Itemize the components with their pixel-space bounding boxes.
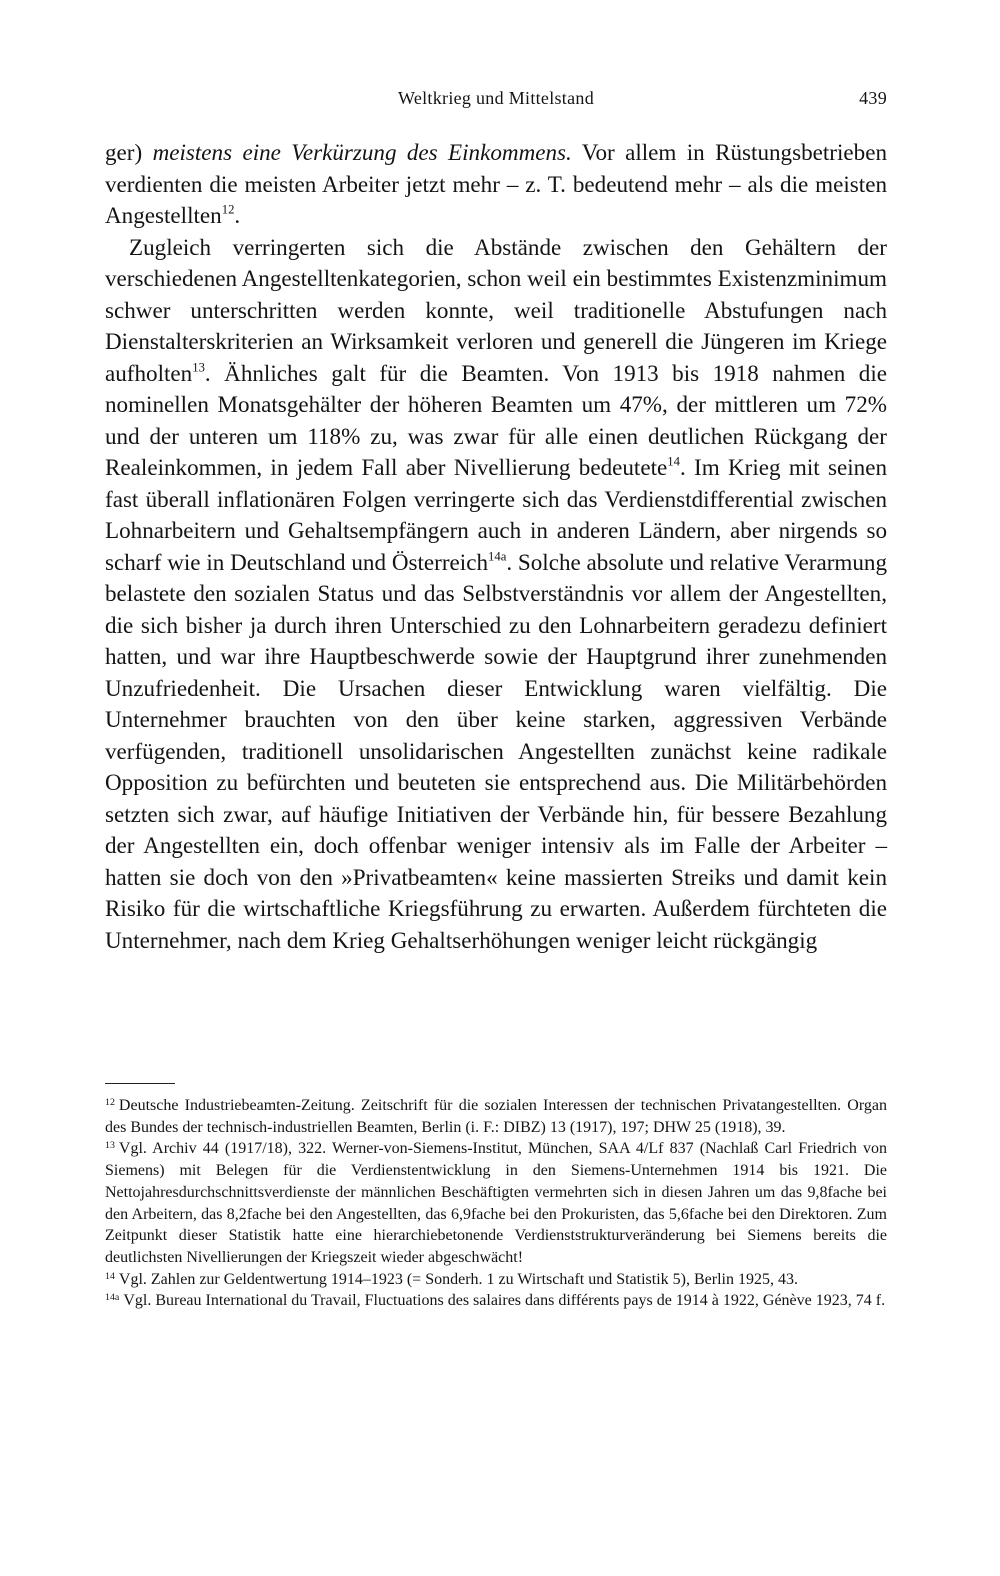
text-run: . Im Krieg mit seinen fast überall inflationären Folgen verringerte sich das Verdienstdifferential zwischen Lohnarbeitern und Gehaltsempfängern auch in anderen Ländern, aber nirgends so scharf wie in Deutschland und Österreich xyxy=(105,454,887,575)
footnote-mark: 13 xyxy=(105,1140,115,1152)
running-header xyxy=(105,88,887,112)
text-run: . Solche absolute und relative Verarmung belastete den sozialen Status und das Selbstverständnis vor allem der Angestellten, die sich bisher ja durch ihren Unterschied zu den Lohnarbeitern geradezu definiert hatten, und war ihre Hauptbeschwerde sowie der Hauptgrund ihrer zunehmenden Unzufriedenheit. Die Ursachen dieser Entwicklung waren vielfältig. Die Unternehmer brauchten von den über keine starken, aggressiven Verbände verfügenden, traditionell unsolidarischen Angestellten zunächst keine radikale Opposition zu befürchten und beuteten sie entsprechend aus. Die Militärbehörden setzten sich zwar, auf häufige Initiativen der Verbände hin, für bessere Bezahlung der Angestellten ein, doch offenbar weniger intensiv als im Falle der Arbeiter – hatten sie doch von den »Privatbeamten« keine massierten Streiks und damit kein Risiko für die wirtschaftliche Kriegsführung zu erwarten. Außerdem fürchteten die Unternehmer, nach dem Krieg Gehaltserhöhungen weniger leicht rückgängig xyxy=(105,548,887,953)
footnotes xyxy=(105,1095,887,1312)
footnote-mark: 14 xyxy=(105,1270,115,1282)
footnote-text: Vgl. Archiv 44 (1917/18), 322. Werner-von-Siemens-Institut, München, SAA 4/Lf 837 (Nachlaß Carl Friedrich von Siemens) mit Belegen für die Verdienstentwicklung in den Siemens-Unternehmen 1914 bis 1921. Die Nettojahresdurchschnittsverdienste der männlichen Beschäftigten vermehrten sich in diesen Jahren um das 9,8fache bei den Arbeitern, das 8,2fache bei den Angestellten, das 6,9fache bei den Prokuristen, das 5,6fache bei den Direktoren. Zum Zeitpunkt dieser Statistik hatte eine hierarchiebetonende Verdienststrukturveränderung bei Siemens bereits die deutlichsten Nivellierungen der Kriegszeit wieder abgeschwächt! xyxy=(105,1140,887,1266)
footnote-ref-14a: 14a xyxy=(488,548,507,563)
footnote-text: Vgl. Bureau International du Travail, Fluctuations des salaires dans différents pays de 1914 à 1922, Génève 1923, 74 f. xyxy=(123,1292,886,1310)
footnote-text: Vgl. Zahlen zur Geldentwertung 1914–1923 (= Sonderh. 1 zu Wirtschaft und Statistik 5), Berlin 1925, 43. xyxy=(118,1270,798,1288)
footnote-14 xyxy=(105,1269,887,1291)
footnote-ref-12: 12 xyxy=(221,202,235,217)
paragraph-1 xyxy=(105,137,887,232)
paragraph-2 xyxy=(105,232,887,957)
text-run: Vor allem in Rüstungsbetrieben verdienten die meisten Arbeiter jetzt mehr – z. T. bedeutend mehr – als die meisten Angestellten xyxy=(105,139,887,228)
footnote-ref-13: 13 xyxy=(192,359,205,374)
footnote-ref-14: 14 xyxy=(667,454,680,469)
page-number: 439 xyxy=(859,88,887,108)
text-run: ger) xyxy=(105,139,153,165)
footnote-12 xyxy=(105,1095,887,1138)
running-title: Weltkrieg und Mittelstand xyxy=(397,88,595,108)
text-run: Zugleich verringerten sich die Abstände zwischen den Gehältern der verschiedenen Angestelltenkategorien, schon weil ein bestimmtes Existenzminimum schwer unterschritten werden konnte, weil traditionelle Abstufungen nach Dienstalterskriterien an Wirksamkeit verloren und generell die Jüngeren im Kriege aufholten xyxy=(105,233,887,386)
footnote-mark: 14a xyxy=(105,1292,120,1304)
footnote-divider xyxy=(105,1083,175,1084)
text-run: . xyxy=(234,202,241,228)
text-run: . Ähnliches galt für die Beamten. Von 1913 bis 1918 nahmen die nominellen Monatsgehälter der höheren Beamten um 47%, der mittleren um 72% und der unteren um 118% zu, was zwar für alle einen deutlichen Rückgang der Realeinkommen, in jedem Fall aber Nivellierung bedeutete xyxy=(105,359,887,480)
footnote-14a xyxy=(105,1290,887,1312)
emphasis-text: meistens eine Verkürzung des Einkommens. xyxy=(152,139,572,165)
footnote-mark: 12 xyxy=(105,1097,115,1109)
footnote-text: Deutsche Industriebeamten-Zeitung. Zeitschrift für die sozialen Interessen der technischen Privatangestellten. Organ des Bundes der technisch-industriellen Beamten, Berlin (i. F.: DIBZ) 13 (1917), 197; DHW 25 (1918), 39. xyxy=(105,1097,887,1136)
footnote-13 xyxy=(105,1138,887,1268)
main-text xyxy=(105,137,887,956)
book-page xyxy=(105,0,887,1576)
